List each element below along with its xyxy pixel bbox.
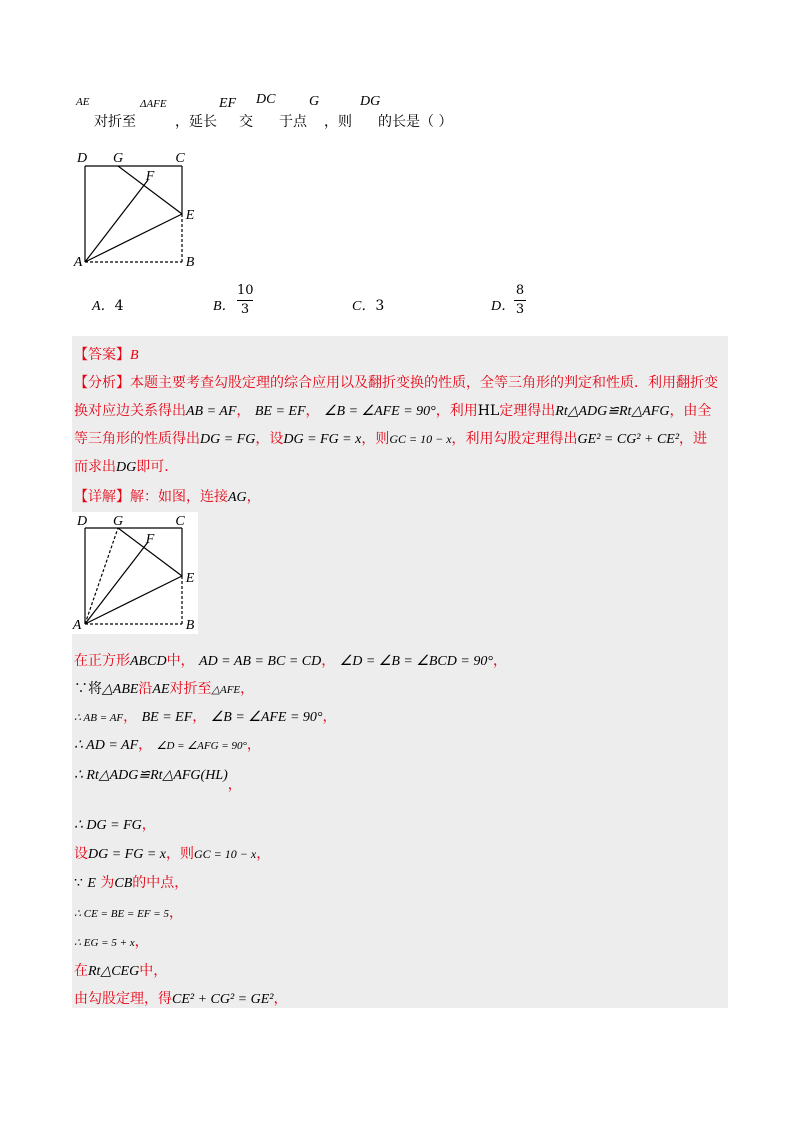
analysis-line-3: 等三角形的性质得出DG = FG，设DG = FG = x，则GC = 10 − x，利用勾股定理得出GE² = CG² + CE²，进 bbox=[74, 431, 708, 447]
q-extend: ，延长 bbox=[175, 114, 217, 130]
segment-af bbox=[85, 180, 148, 262]
label-d: D bbox=[76, 151, 88, 166]
step-9: ∴ CE = BE = EF = 5， bbox=[74, 905, 183, 921]
option-b[interactable]: B． bbox=[213, 299, 236, 314]
step-11: 在Rt△CEG中， bbox=[74, 963, 168, 979]
label-g-2: G bbox=[112, 514, 124, 529]
label-g: G bbox=[112, 151, 124, 166]
step-2: ∵将△ABE沿AE对折至△AFE， bbox=[74, 681, 255, 697]
option-b-fraction: 10 3 bbox=[237, 283, 254, 317]
q-then: ，则 bbox=[324, 114, 352, 130]
detail-intro: 【详解】解：如图，连接AG， bbox=[74, 489, 261, 505]
step-3: ∴ AB = AF， BE = EF， ∠B = ∠AFE = 90°， bbox=[74, 709, 337, 725]
step-4: ∴ AD = AF， ∠D = ∠AFG = 90°， bbox=[74, 737, 261, 753]
step-10: ∴ EG = 5 + x， bbox=[74, 934, 149, 950]
q-ae: AE bbox=[76, 96, 90, 108]
label-b-2: B bbox=[185, 618, 195, 633]
analysis-line-2: 换对应边关系得出AB = AF， BE = EF， ∠B = ∠AFE = 90°，利用HL定理得出Rt△ADG≌Rt△AFG，由全 bbox=[74, 403, 712, 419]
q-fold-to: 对折至 bbox=[94, 114, 136, 130]
label-d-2: D bbox=[76, 514, 88, 529]
label-c: C bbox=[175, 151, 185, 166]
q-ef: EF bbox=[219, 96, 237, 111]
label-e: E bbox=[185, 208, 195, 223]
figure-square-fold bbox=[68, 146, 208, 272]
q-at-point: 于点 bbox=[279, 114, 307, 130]
analysis-line-4: 而求出DG即可. bbox=[74, 459, 169, 475]
q-dg: DG bbox=[360, 94, 381, 109]
analysis-line-1: 【分析】本题主要考查勾股定理的综合应用以及翻折变换的性质，全等三角形的判定和性质．利用翻折变 bbox=[74, 375, 718, 391]
step-7: 设DG = FG = x，则GC = 10 − x， bbox=[74, 846, 271, 862]
step-12: 由勾股定理，得CE² + CG² = GE²， bbox=[74, 991, 288, 1007]
label-a-2: A bbox=[72, 618, 82, 633]
label-c-2: C bbox=[175, 514, 185, 529]
option-c[interactable]: C．3 bbox=[352, 298, 385, 314]
step-8: ∵ E 为CB的中点， bbox=[74, 875, 189, 891]
step-1: 在正方形ABCD中， AD = AB = BC = CD， ∠D = ∠B = ∠BCD = 90°， bbox=[74, 653, 507, 669]
step-6: ∴ DG = FG， bbox=[74, 817, 156, 833]
q-intersect: 交 bbox=[239, 114, 253, 130]
segment-ae bbox=[85, 214, 182, 262]
label-a: A bbox=[73, 255, 83, 270]
label-f-2: F bbox=[145, 532, 155, 547]
label-e-2: E bbox=[185, 571, 195, 586]
option-a[interactable]: A．4 bbox=[92, 298, 124, 314]
label-b: B bbox=[185, 255, 195, 270]
answer-line: 【答案】B bbox=[74, 347, 139, 363]
q-afe: ΔAFE bbox=[140, 98, 167, 110]
q-length-is: 的长是（ ） bbox=[378, 114, 453, 130]
step-5: ∴ Rt△ADG≌Rt△AFG(HL)， bbox=[74, 768, 242, 793]
question-line bbox=[76, 92, 736, 136]
option-d[interactable]: D． bbox=[491, 299, 516, 314]
option-d-fraction: 8 3 bbox=[515, 283, 525, 317]
q-g: G bbox=[309, 94, 320, 109]
answer-value: B bbox=[130, 348, 139, 363]
q-dc: DC bbox=[256, 92, 276, 107]
figure-square-fold-connected bbox=[68, 512, 198, 634]
label-f: F bbox=[145, 169, 155, 184]
